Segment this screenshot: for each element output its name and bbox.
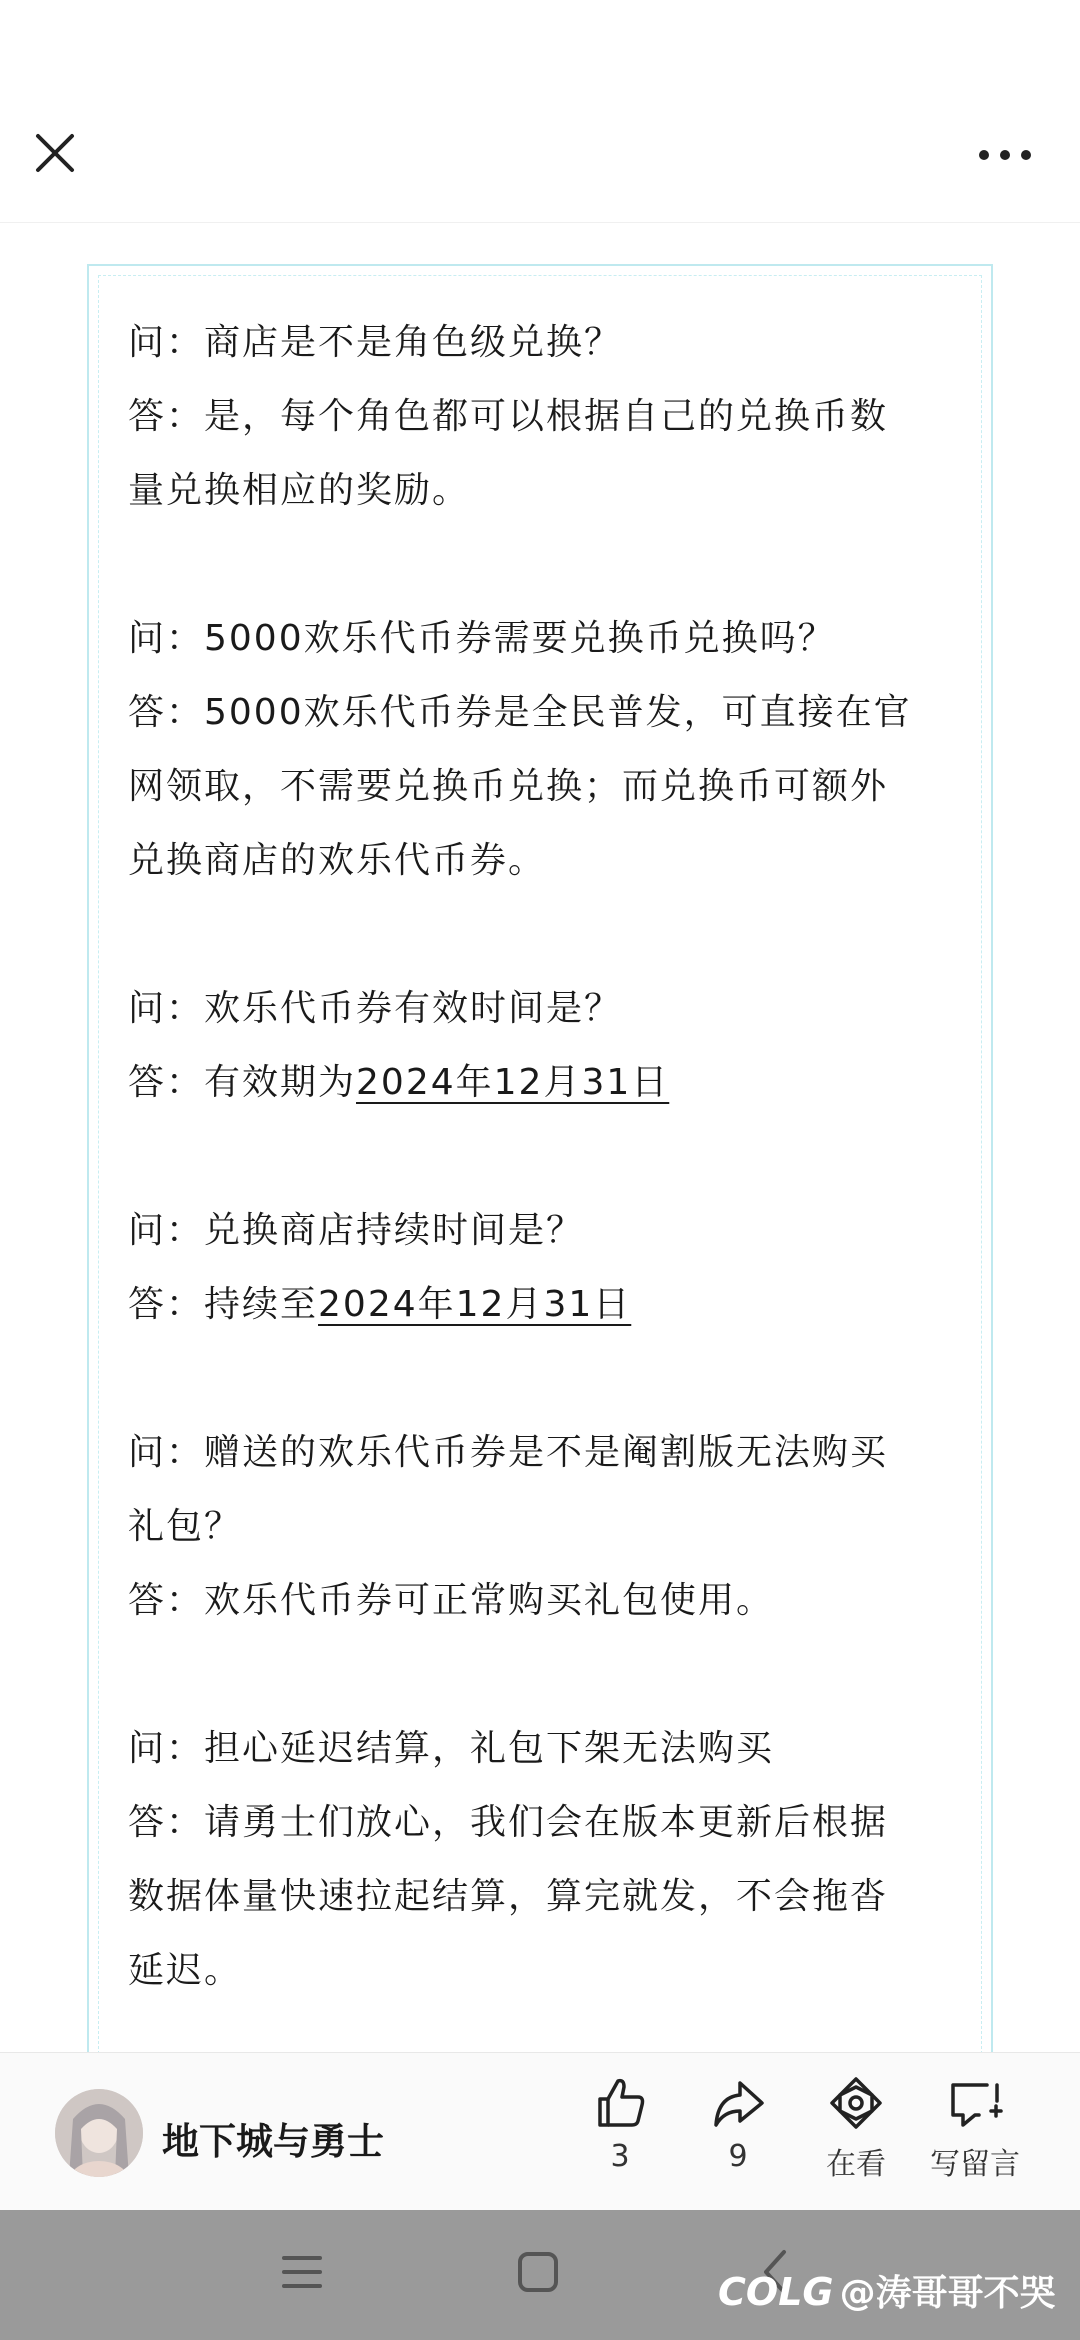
account-name[interactable]: 地下城与勇士 bbox=[162, 2120, 384, 2163]
article-line bbox=[128, 1564, 958, 1638]
article-text: 问：5000欢乐代币券需要兑换币兑换吗？ bbox=[128, 618, 836, 659]
article-line bbox=[128, 380, 958, 454]
article-text: 数据体量快速拉起结算，算完就发，不会拖沓 bbox=[128, 1876, 889, 1917]
article-line bbox=[128, 602, 958, 676]
underlined-date: 2024年12月31日 bbox=[318, 1284, 632, 1325]
home-square-icon[interactable] bbox=[516, 2250, 560, 2294]
article-text: 延迟。 bbox=[128, 1950, 243, 1991]
article-text: 答：请勇士们放心，我们会在版本更新后根据 bbox=[128, 1802, 889, 1843]
article-content bbox=[128, 306, 958, 2008]
article-line bbox=[128, 454, 958, 528]
article-text: 问：商店是不是角色级兑换？ bbox=[128, 322, 623, 363]
article-line bbox=[128, 1046, 958, 1120]
article-footer-bar bbox=[0, 2052, 1080, 2211]
article-text: 兑换商店的欢乐代币券。 bbox=[128, 840, 547, 881]
article-text: 答：5000欢乐代币券是全民普发，可直接在官 bbox=[128, 692, 912, 733]
article-text: 问：赠送的欢乐代币券是不是阉割版无法购买 bbox=[128, 1432, 889, 1473]
article-text: 网领取，不需要兑换币兑换；而兑换币可额外 bbox=[128, 766, 889, 807]
share-count: 9 bbox=[728, 2139, 748, 2174]
article-line bbox=[128, 1860, 958, 1934]
underlined-date: 2024年12月31日 bbox=[356, 1062, 670, 1103]
article-text: 礼包？ bbox=[128, 1506, 243, 1547]
article-line bbox=[128, 1490, 958, 1564]
paragraph-gap bbox=[128, 1638, 958, 1712]
article-text: 问：欢乐代币券有效时间是？ bbox=[128, 988, 623, 1029]
article-text: 答：持续至 bbox=[128, 1284, 319, 1325]
comment-add-icon bbox=[947, 2075, 1003, 2131]
paragraph-gap bbox=[128, 1342, 958, 1416]
top-bar bbox=[0, 0, 1080, 223]
article-text: 问：担心延迟结算，礼包下架无法购买 bbox=[128, 1728, 775, 1769]
article-line bbox=[128, 1712, 958, 1786]
watching-label: 在看 bbox=[826, 2147, 886, 2182]
article-text: 答：欢乐代币券可正常购买礼包使用。 bbox=[128, 1580, 775, 1621]
article-text: 答：有效期为 bbox=[128, 1062, 357, 1103]
watching-button[interactable] bbox=[801, 2075, 911, 2183]
like-button[interactable] bbox=[565, 2075, 675, 2174]
article-line bbox=[128, 1194, 958, 1268]
paragraph-gap bbox=[128, 1120, 958, 1194]
close-button[interactable] bbox=[24, 122, 86, 184]
article-text: 量兑换相应的奖励。 bbox=[128, 470, 471, 511]
comment-button[interactable] bbox=[920, 2075, 1030, 2183]
article-line bbox=[128, 676, 958, 750]
flower-icon bbox=[828, 2075, 884, 2131]
like-count: 3 bbox=[610, 2139, 630, 2174]
comment-label: 写留言 bbox=[930, 2147, 1020, 2182]
article-line bbox=[128, 1416, 958, 1490]
article-line bbox=[128, 972, 958, 1046]
watermark-logo: COLG bbox=[718, 2270, 834, 2314]
article-line bbox=[128, 824, 958, 898]
thumbs-up-icon bbox=[592, 2075, 648, 2131]
article-line bbox=[128, 1786, 958, 1860]
avatar-image bbox=[55, 2089, 143, 2177]
more-options-button[interactable] bbox=[970, 127, 1040, 183]
paragraph-gap bbox=[128, 898, 958, 972]
close-icon bbox=[24, 122, 86, 184]
paragraph-gap bbox=[128, 528, 958, 602]
article-line bbox=[128, 750, 958, 824]
account-avatar[interactable] bbox=[55, 2089, 143, 2177]
article-text: 答：是，每个角色都可以根据自己的兑换币数 bbox=[128, 396, 889, 437]
watermark-text: @涛哥哥不哭 bbox=[839, 2273, 1056, 2314]
article-line bbox=[128, 1934, 958, 2008]
system-navigation-bar bbox=[0, 2210, 1080, 2340]
more-horizontal-icon bbox=[970, 127, 1040, 183]
menu-icon[interactable] bbox=[280, 2250, 324, 2294]
share-arrow-icon bbox=[710, 2075, 766, 2131]
article-line bbox=[128, 306, 958, 380]
watermark bbox=[718, 2265, 1056, 2316]
share-button[interactable] bbox=[683, 2075, 793, 2174]
article-text: 问：兑换商店持续时间是？ bbox=[128, 1210, 585, 1251]
article-line bbox=[128, 1268, 958, 1342]
